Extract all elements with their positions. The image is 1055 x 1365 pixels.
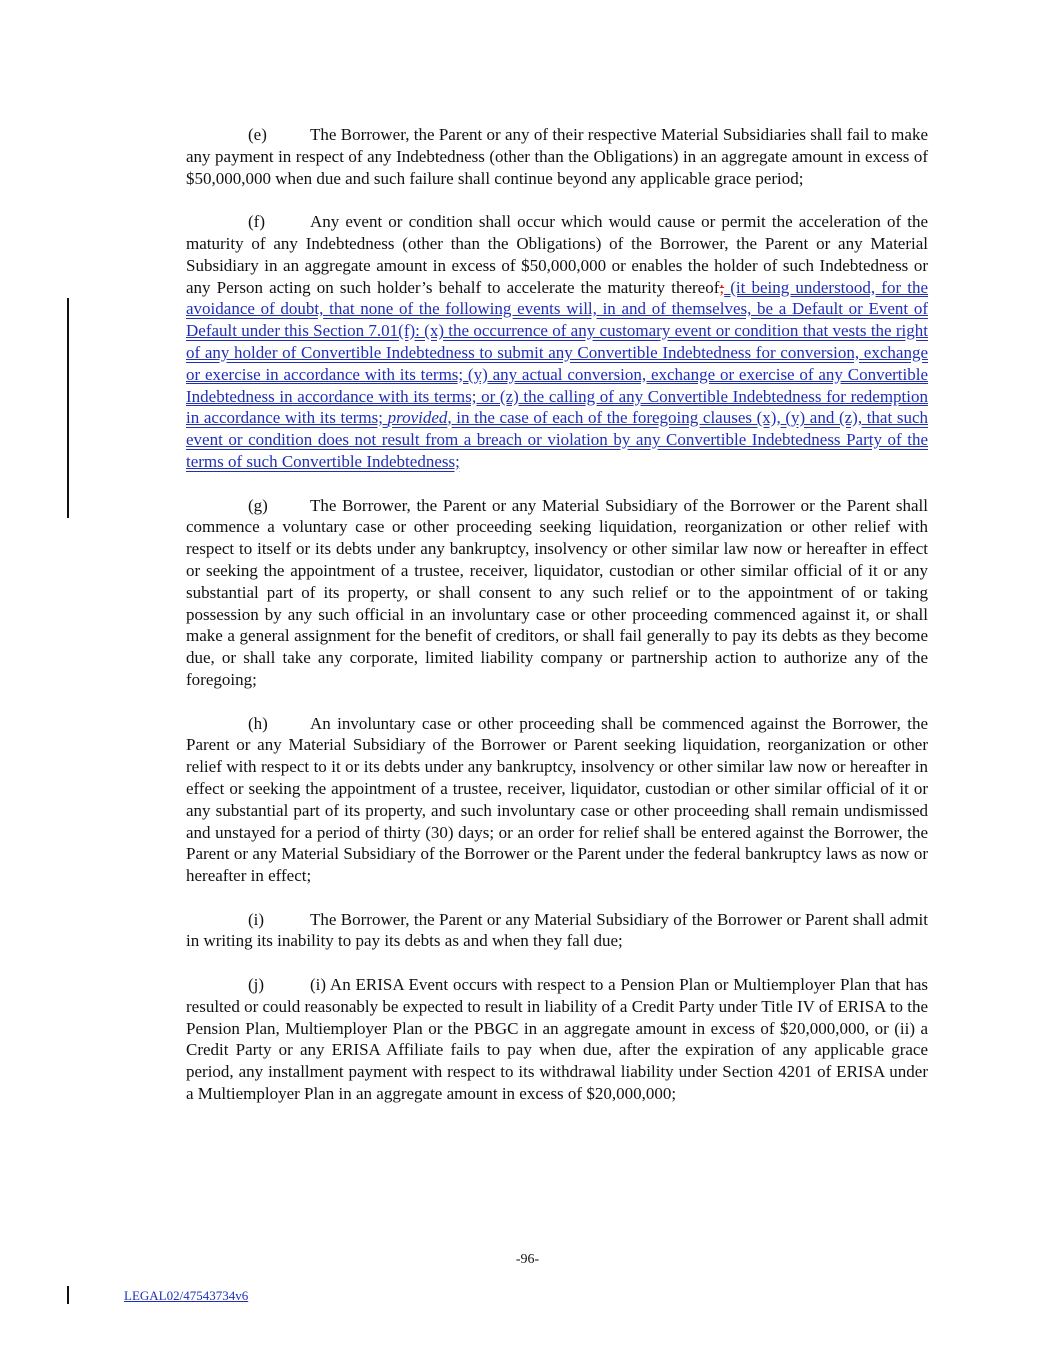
change-bar-section-f	[67, 298, 69, 518]
document-id-link[interactable]: LEGAL02/47543734v6	[124, 1288, 249, 1303]
paragraph-e	[186, 124, 928, 189]
inserted-italic-text: provided	[387, 408, 448, 428]
paragraph-i	[186, 909, 928, 953]
paragraph-text: The Borrower, the Parent or any Material Subsidiary of the Borrower or Parent shall admit in writing its inability to pay its debts as and when they fall due;	[186, 909, 928, 951]
deleted-text: ;	[719, 277, 725, 297]
change-bar-footer	[67, 1286, 69, 1304]
page-number: -96-	[515, 1252, 540, 1267]
paragraph-text: (i) An ERISA Event occurs with respect to a Pension Plan or Multiemployer Plan that has resulted or could reasonably be expected to result in liability of a Credit Party under Title IV of ERISA to the Pension Plan, Multiemployer Plan or the PBGC in an aggregate amount in excess of $20,000,000, or (ii) a Credit Party or any ERISA Affiliate fails to pay when due, after the expiration of any applicable grace period, any installment payment with respect to its withdrawal liability under Section 4201 of ERISA under a Multiemployer Plan in an aggregate amount in excess of $20,000,000;	[186, 975, 928, 1104]
paragraph-j	[186, 974, 928, 1105]
paragraph-label: (e)	[248, 125, 267, 144]
paragraph-f	[186, 211, 928, 473]
paragraph-label: (h)	[248, 713, 268, 733]
paragraph-text: The Borrower, the Parent or any of their respective Material Subsidiaries shall fail to make any payment in respect of any Indebtedness (other than the Obligations) in an aggregate amount in excess of $50,000,000 when due and such failure shall continue beyond any applicable grace period;	[186, 125, 928, 188]
inserted-text: (it being understood, for the avoidance of doubt, that none of the following events will, in and of themselves, be a Default or Event of Default under this Section 7.01(f): (x) the occurrence of any customary event or condition that vests the right of any holder of Convertible Indebtedness to submit any Convertible Indebtedness for conversion, exchange or exercise in accordance with its terms; (y) any actual conversion, exchange or exercise of any Convertible Indebtedness in accordance with its terms; or (z) the calling of any Convertible Indebtedness for redemption in accordance with its terms;	[186, 277, 928, 428]
paragraph-h	[186, 713, 928, 887]
paragraph-text: The Borrower, the Parent or any Material Subsidiary of the Borrower or the Parent shall commence a voluntary case or other proceeding seeking liquidation, reorganization or other relief with respect to itself or its debts under any bankruptcy, insolvency or other similar law now or hereafter in effect or seeking the appointment of a trustee, receiver, liquidator, custodian or other similar official of it or any substantial part of its property, or shall consent to any such relief or to the appointment of or taking possession by any such official in an involuntary case or other proceeding commenced against it, or shall make a general assignment for the benefit of creditors, or shall fail generally to pay its debts as they become due, or shall take any corporate, limited liability company or partnership action to authorize any of the foregoing;	[186, 495, 928, 689]
paragraph-label: (g)	[248, 495, 268, 515]
paragraph-label: (f)	[248, 212, 265, 232]
inserted-text: , in the case of each of the foregoing clauses (x), (y) and (z), that such event or condition does not result from a breach or violation by any Convertible Indebtedness Party of the terms of such Convertible Indebtedness;	[186, 408, 928, 471]
paragraph-text: Any event or condition shall occur which would cause or permit the acceleration of the maturity of any Indebtedness (other than the Obligations) of the Borrower, the Parent or any Material Subsidiary in an aggregate amount in excess of $50,000,000 or enables the holder of such Indebtedness or any Person acting on such holder’s behalf to accelerate the maturity thereof	[186, 212, 928, 297]
document-body	[186, 124, 928, 1127]
paragraph-label: (j)	[248, 975, 265, 995]
paragraph-text: An involuntary case or other proceeding shall be commenced against the Borrower, the Parent or any Material Subsidiary of the Borrower or Parent seeking liquidation, reorganization or other relief with respect to it or its debts under any bankruptcy, insolvency or other similar law now or hereafter in effect or seeking the appointment of a trustee, receiver, liquidator, custodian or other similar official of it or any substantial part of its property, and such involuntary case or other proceeding shall remain undismissed and unstayed for a period of thirty (30) days; or an order for relief shall be entered against the Borrower, the Parent or any Material Subsidiary of the Borrower or the Parent under the federal bankruptcy laws as now or hereafter in effect;	[186, 713, 928, 886]
paragraph-g	[186, 495, 928, 691]
paragraph-label: (i)	[248, 909, 265, 929]
